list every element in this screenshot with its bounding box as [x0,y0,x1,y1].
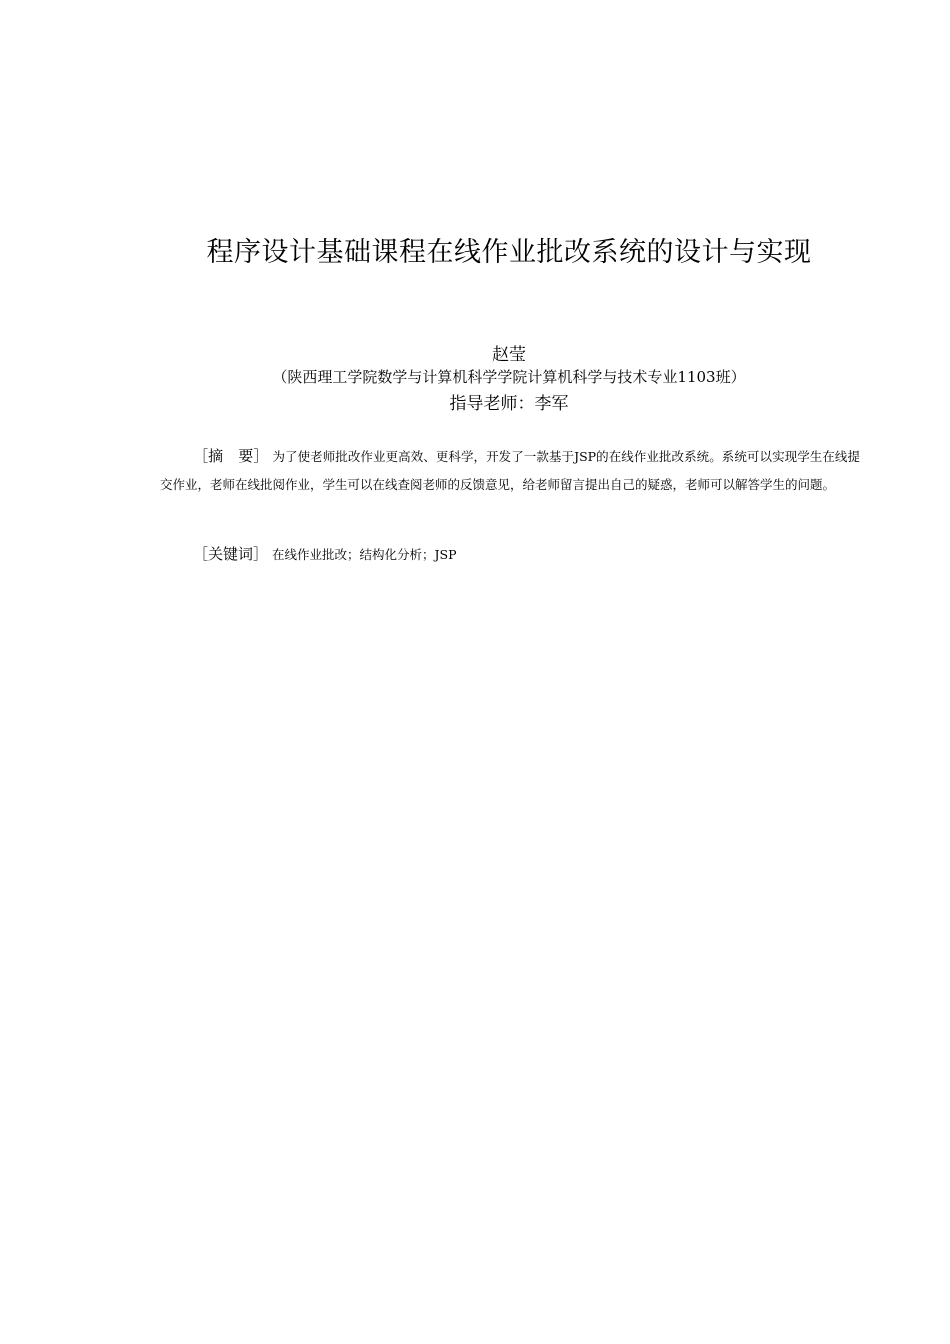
author-name: 赵莹 [492,345,526,365]
advisor-line [0,389,950,414]
abstract-section [160,442,860,499]
advisor-name: 李军 [534,394,569,414]
paper-title: 程序设计基础课程在线作业批改系统的设计与实现 [206,237,812,268]
abstract-label: ［摘 要］ [193,447,269,465]
abstract-text: 为了使老师批改作业更高效、更科学，开发了一款基于JSP的在线作业批改系统。系统可以实现学生在线提交作业，老师在线批阅作业，学生可以在线查阅老师的反馈意见，给老师留言提出自己的疑惑，老师可以解答学生的问题。 [160,449,860,492]
keywords-section [160,542,860,567]
keywords-text: 在线作业批改；结构化分析；JSP [272,547,457,562]
keywords-label: ［关键词］ [193,545,269,563]
advisor-label: 指导老师： [449,394,535,414]
author-affiliation: （陕西理工学院数学与计算机科学学院计算机科学与技术专业1103班） [272,368,746,386]
